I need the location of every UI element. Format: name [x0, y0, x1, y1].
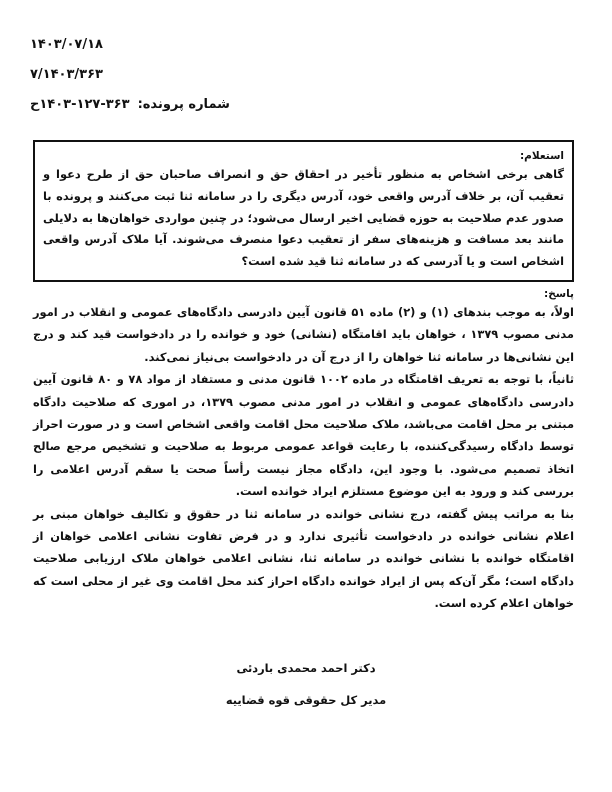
letter-date-line	[30, 30, 330, 60]
letter-date: ۱۴۰۳/۰۷/۱۸	[30, 37, 103, 52]
answer-paragraph-1: اولاً، به موجب بندهای (۱) و (۲) ماده ۵۱ قانون آیین دادرسی دادگاه‌های عمومی و انقلاب در امور مدنی مصوب ۱۳۷۹ ، خواهان باید اقامتگاه (نشانی) خود و خوانده را در دادخواست قید کند و درج این نشانی‌ها در سامانه ثنا خواهان را از درج آن در دادخواست بی‌نیاز نمی‌کند.	[33, 305, 574, 364]
letter-header	[30, 30, 330, 120]
inquiry-title: استعلام:	[519, 150, 564, 162]
file-number-label: شماره پرونده:	[137, 97, 230, 112]
signatory-name: دکتر احمد محمدی باردئی	[236, 661, 376, 675]
letter-number: ۷/۱۴۰۳/۳۶۳	[30, 67, 103, 82]
signature-block	[206, 652, 406, 716]
file-number-line	[30, 90, 330, 120]
answer-paragraph-3: بنا به مراتب پیش گفته، درج نشانی خوانده در سامانه ثنا در حقوق و تکالیف خواهان مبنی بر اعلام نشانی خوانده در دادخواست تأثیری ندارد و در فرض تفاوت نشانی اعلامی خواهان از اقامتگاه خوانده با نشانی خوانده در سامانه ثنا، نشانی اعلامی خواهان ملاک ارزیابی صلاحیت دادگاه است؛ مگر آن‌که پس از ایراد خوانده دادگاه احراز کند محل اقامت وی غیر از محلی است که خواهان اعلام کرده است.	[33, 506, 574, 611]
inquiry-box	[33, 140, 574, 282]
letter-number-line	[30, 60, 330, 90]
inquiry-text: گاهی برخی اشخاص به منظور تأخیر در احقاق حق و انصراف صاحبان حق از طرح دعوا و تعقیب آن، بر خلاف آدرس واقعی خود، آدرس دیگری را در سامانه ثنا ثبت می‌کنند و پرونده با صدور عدم صلاحیت به حوزه قضایی اخیر ارسال می‌شود؛ در چنین مواردی خواهان‌ها به دلایلی مانند بعد مسافت و هزینه‌های سفر از تعقیب دعوا منصرف می‌شوند. آیا ملاک آدرس واقعی اشخاص است و یا آدرسی که در سامانه ثنا قید شده است؟	[43, 167, 564, 269]
answer-title: پاسخ:	[544, 288, 574, 300]
answer-paragraph-2: ثانیاً، با توجه به تعریف اقامتگاه در ماده ۱۰۰۲ قانون مدنی و مستفاد از مواد ۷۸ و ۸۰ قانون آیین دادرسی دادگاه‌های عمومی و انقلاب در امور مدنی مصوب ۱۳۷۹، در اموری که صلاحیت دادگاه مبتنی بر محل اقامت می‌باشد، ملاک صلاحیت محل اقامت واقعی اشخاص است و در صورت احراز توسط دادگاه رسیدگی‌کننده، با رعایت قواعد عمومی مربوط به صلاحیت و تشخیص مرجع صالح اتخاذ تصمیم می‌شود. با وجود این، دادگاه مجاز نیست رأساً صحت یا سقم آدرس اعلامی را بررسی کند و ورود به این موضوع مستلزم ایراد خوانده است.	[33, 372, 575, 499]
file-number: ۳۶۳-۱۲۷-۱۴۰۳ح	[30, 97, 130, 112]
signatory-position: مدیر کل حقوقی قوه قضاییه	[225, 693, 387, 707]
answer-section	[33, 287, 574, 615]
